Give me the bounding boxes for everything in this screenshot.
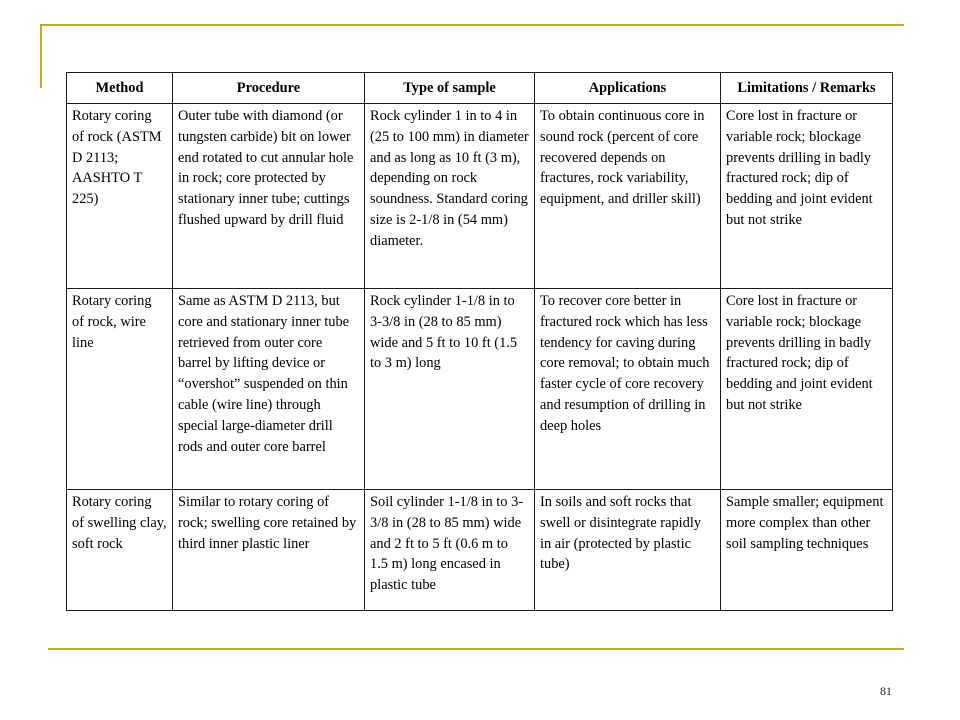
cell-applications: To obtain continuous core in sound rock (percent of core recovered depends on fractures, rock variability, equipment, and driller skill) [535,104,721,289]
sampling-methods-table [66,72,893,611]
cell-applications: To recover core better in fractured rock which has less tendency for caving during core removal; to obtain much faster cycle of core recovery and resumption of drilling in deep holes [535,289,721,490]
cell-procedure: Same as ASTM D 2113, but core and stationary inner tube retrieved from outer core barrel by lifting device or “overshot” suspended on thin cable (wire line) through special large-diameter drill rods and outer core barrel [173,289,365,490]
table-crop-mask [40,616,920,646]
cell-sample: Soil cylinder 1-1/8 in to 3-3/8 in (28 to 85 mm) wide and 2 ft to 5 ft (0.6 m to 1.5 m) long encased in plastic tube [365,490,535,611]
cell-limitations: Sample smaller; equipment more complex than other soil sampling techniques [721,490,893,611]
cell-sample: Rock cylinder 1-1/8 in to 3-3/8 in (28 to 85 mm) wide and 5 ft to 10 ft (1.5 to 3 m) long [365,289,535,490]
table-row [67,104,893,289]
bottom-rule [48,648,904,650]
header-applications: Applications [535,73,721,104]
header-procedure: Procedure [173,73,365,104]
cell-procedure: Outer tube with diamond (or tungsten carbide) bit on lower end rotated to cut annular hole in rock; core protected by stationary inner tube; cuttings flushed upward by drill fluid [173,104,365,289]
top-rule [40,24,904,26]
cell-applications: In soils and soft rocks that swell or disintegrate rapidly in air (protected by plastic tube) [535,490,721,611]
cell-method: Rotary coring of rock, wire line [67,289,173,490]
header-type-of-sample: Type of sample [365,73,535,104]
cell-method: Rotary coring of swelling clay, soft rock [67,490,173,611]
cell-limitations: Core lost in fracture or variable rock; blockage prevents drilling in badly fractured rock; dip of bedding and joint evident but not strike [721,289,893,490]
cell-sample: Rock cylinder 1 in to 4 in (25 to 100 mm) in diameter and as long as 10 ft (3 m), depending on rock soundness. Standard coring size is 2-1/8 in (54 mm) diameter. [365,104,535,289]
table-row [67,490,893,611]
cell-limitations: Core lost in fracture or variable rock; blockage prevents drilling in badly fractured rock; dip of bedding and joint evident but not strike [721,104,893,289]
table-header-row [67,73,893,104]
cell-method: Rotary coring of rock (ASTM D 2113; AASHTO T 225) [67,104,173,289]
header-limitations: Limitations / Remarks [721,73,893,104]
page-number: 81 [880,684,892,698]
cell-procedure: Similar to rotary coring of rock; swelling core retained by third inner plastic liner [173,490,365,611]
table-row [67,289,893,490]
header-method: Method [67,73,173,104]
left-rule [40,24,42,88]
